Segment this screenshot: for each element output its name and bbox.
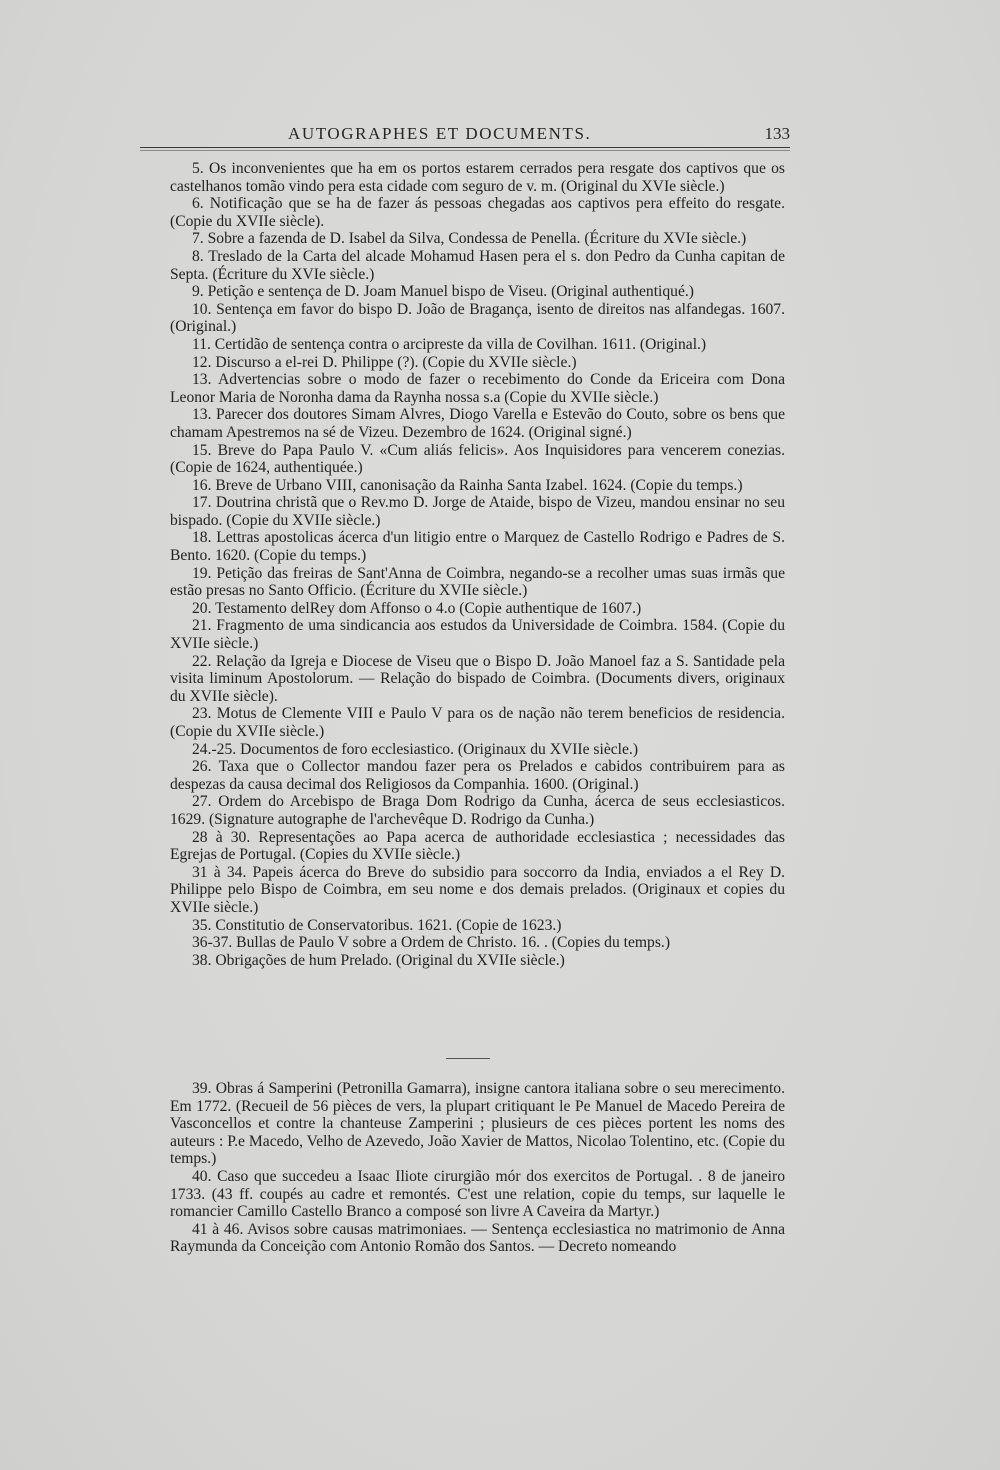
entry-35: 35. Constitutio de Conservatoribus. 1621. (Copie de 1623.) [192,916,562,934]
page-number: 133 [764,124,790,143]
entries-list-bottom [170,1080,785,1256]
entry-41-46: 41 à 46. Avisos sobre causas matrimoniaes. — Sentença ecclesiastica no matrimonio de Anna Raymunda da Conceição com Antonio Romão dos Santos. — Decreto nomeando [170,1220,785,1256]
page-header [140,122,790,152]
entry-9: 9. Petição e sentença de D. Joam Manuel bispo de Viseu. (Original authentiqué.) [192,283,694,301]
entry-13a: 13. Advertencias sobre o modo de fazer o recebimento do Conde da Ericeira com Dona Leonor Maria de Noronha dama da Raynha nossa s.a (Copie du XVIIe siècle.) [170,371,785,406]
section-separator [446,1058,490,1059]
entry-17: 17. Doutrina christã que o Rev.mo D. Jorge de Ataide, bispo de Vizeu, mandou ensinar no seu bispado. (Copie du XVIIe siècle.) [170,494,785,529]
entry-26: 26. Taxa que o Collector mandou fazer pera os Prelados e cabidos contribuirem para as despezas da causa decimal dos Religiosos da Companhia. 1600. (Original.) [170,758,785,793]
header-rule [140,147,790,148]
entry-20: 20. Testamento delRey dom Affonso o 4.o (Copie authentique de 1607.) [192,599,642,617]
entry-6: 6. Notificação que se ha de fazer ás pessoas chegadas aos captivos pera effeito do resgate. (Copie du XVIIe siècle). [170,195,785,230]
entries-list-top [170,160,785,969]
entry-13b: 13. Parecer dos doutores Simam Alvres, Diogo Varella e Estevão do Couto, sobre os bens que chamam Apestremos na sé de Vizeu. Dezembro de 1624. (Original signé.) [170,406,785,441]
entry-5: 5. Os inconvenientes que ha em os portos estarem cerrados pera resgate dos captivos que os castelhanos tomão vindo pera esta cidade com seguro de v. m. (Original du XVIe siècle.) [170,160,785,195]
entry-22: 22. Relação da Igreja e Diocese de Viseu que o Bispo D. João Manoel faz a S. Santidade pela visita liminum Apostolorum. — Relação do bispado de Coimbra. (Documents divers, originaux du XVIIe siècle). [170,652,785,705]
entry-19: 19. Petição das freiras de Sant'Anna de Coimbra, negando-se a recolher umas suas irmãs que estão presas no Santo Officio. (Écriture du XVIIe siècle.) [170,564,785,600]
entry-27: 27. Ordem do Arcebispo de Braga Dom Rodrigo da Cunha, ácerca de seus ecclesiasticos. 1629. (Signature autographe de l'archevêque D. Rodrigo da Cunha.) [170,793,785,828]
entry-11: 11. Certidão de sentença contra o arcipreste da villa de Covilhan. 1611. (Original.) [192,335,707,353]
entry-38: 38. Obrigações de hum Prelado. (Original du XVIIe siècle.) [192,951,565,969]
entry-28-30: 28 à 30. Representações ao Papa acerca de authoridade ecclesiastica ; necessidades das Egrejas de Portugal. (Copies du XVIIe siècle.) [170,828,785,864]
running-title: AUTOGRAPHES ET DOCUMENTS. [288,124,592,143]
header-rule-thin [140,150,790,151]
entry-10: 10. Sentença em favor do bispo D. João de Bragança, isento de direitos nas alfandegas. 1607. (Original.) [170,300,785,336]
entry-8: 8. Treslado de la Carta del alcade Mohamud Hasen pera el s. don Pedro da Cunha capitan de Septa. (Écriture du XVIe siècle.) [170,247,785,283]
entry-40: 40. Caso que succedeu a Isaac Iliote cirurgião mór dos exercitos de Portugal. . 8 de janeiro 1733. (43 ff. coupés au cadre et remontés. C'est une relation, copie du temps, sur laquelle le romancier Camillo Castello Branco a composé son livre A Caveira da Martyr.) [170,1167,785,1221]
entry-16: 16. Breve de Urbano VIII, canonisação da Rainha Santa Izabel. 1624. (Copie du temps.) [192,476,743,494]
entry-31-34: 31 à 34. Papeis ácerca do Breve do subsidio para soccorro da India, enviados a el Rey D. Philippe pelo Bispo de Coimbra, em seu nome e dos demais prelados. (Originaux et copies du XVIIe siècle.) [170,863,785,916]
entry-21: 21. Fragmento de uma sindicancia aos estudos da Universidade de Coimbra. 1584. (Copie du XVIIe siècle.) [170,617,785,653]
entry-7: 7. Sobre a fazenda de D. Isabel da Silva, Condessa de Penella. (Écriture du XVIe siècle.) [192,230,747,248]
entry-39: 39. Obras á Samperini (Petronilla Gamarra), insigne cantora italiana sobre o seu merecimento. Em 1772. (Recueil de 56 pièces de vers, la plupart critiquant le Pe Manuel de Macedo Pereira de Vasconcellos et contre la chanteuse Zamperini ; plusieurs de ces pièces portent les noms des auteurs : P.e Macedo, Velho de Azevedo, João Xavier de Mattos, Nicolao Tolentino, etc. (Copie du temps.) [170,1080,785,1168]
entry-18: 18. Lettras apostolicas ácerca d'un litigio entre o Marquez de Castello Rodrigo e Padres de S. Bento. 1620. (Copie du temps.) [170,529,785,565]
entry-12: 12. Discurso a el-rei D. Philippe (?). (Copie du XVIIe siècle.) [192,353,577,371]
entry-15: 15. Breve do Papa Paulo V. «Cum aliás felicis». Aos Inquisidores para vencerem conezias. (Copie de 1624, authentiquée.) [170,441,785,477]
entry-23: 23. Motus de Clemente VIII e Paulo V para os de nação não terem beneficios de residencia. (Copie du XVIIe siècle.) [170,705,785,740]
entry-36-37: 36-37. Bullas de Paulo V sobre a Ordem de Christo. 16. . (Copies du temps.) [192,934,671,952]
entry-24-25: 24.-25. Documentos de foro ecclesiastico. (Originaux du XVIIe siècle.) [192,740,639,758]
